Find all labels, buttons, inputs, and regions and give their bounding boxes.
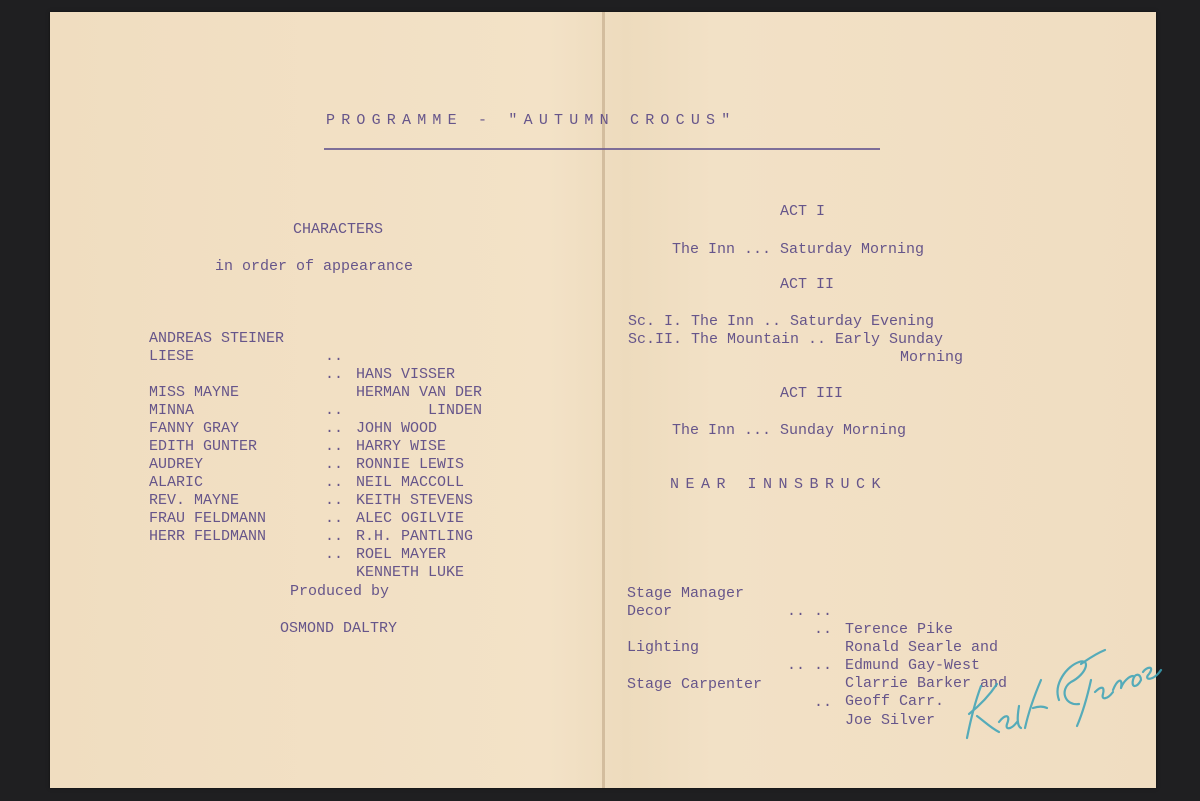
act2-scene2: Sc.II. The Mountain .. Early Sunday [628,331,944,348]
order-heading: in order of appearance [215,258,414,275]
setting-location: NEAR INNSBRUCK [670,476,888,493]
act2-heading: ACT II [780,276,835,293]
crew-leader-dots: .. [787,621,833,638]
crew-name: Edmund Gay-West [845,657,981,674]
cast-actor: JOHN WOOD [356,420,438,437]
programme-sheet [50,12,1156,788]
crew-name: Ronald Searle and [845,639,999,656]
cast-leader-dots: .. [325,474,344,491]
cast-role: FRAU FELDMANN [149,510,267,527]
crew-name: Geoff Carr. [845,693,945,710]
cast-role: HERR FELDMANN [149,528,267,545]
cast-leader-dots: .. [325,528,344,545]
cast-leader-dots: .. [325,438,344,455]
cast-actor: NEIL MACCOLL [356,474,465,491]
crew-role: Stage Manager [627,585,745,602]
cast-actor: HARRY WISE [356,438,447,455]
crew-role: Stage Carpenter [627,676,763,693]
cast-actor: LINDEN [356,402,483,419]
title-underline [324,148,880,150]
characters-heading: CHARACTERS [293,221,384,238]
cast-role: LIESE [149,348,195,365]
act2-scene1: Sc. I. The Inn .. Saturday Evening [628,313,935,330]
cast-leader-dots: .. [325,492,344,509]
cast-leader-dots: .. [325,546,344,563]
cast-leader-dots: .. [325,402,344,419]
cast-role: MISS MAYNE [149,384,240,401]
handwritten-signature [955,610,1175,760]
act3-scene: The Inn ... Sunday Morning [672,422,907,439]
act3-heading: ACT III [780,385,844,402]
cast-role: MINNA [149,402,195,419]
crew-leader-dots: .. [787,694,833,711]
cast-role: FANNY GRAY [149,420,240,437]
cast-leader-dots: .. [325,348,344,365]
producer-name: OSMOND DALTRY [280,620,398,637]
cast-leader-dots: .. [325,366,344,383]
act1-heading: ACT I [780,203,826,220]
cast-actor: KEITH STEVENS [356,492,474,509]
crew-role: Lighting [627,639,700,656]
crew-name: Joe Silver [845,712,936,729]
cast-role: AUDREY [149,456,204,473]
cast-actor: R.H. PANTLING [356,528,474,545]
programme-title: PROGRAMME - "AUTUMN CROCUS" [326,112,737,129]
cast-actor: RONNIE LEWIS [356,456,465,473]
cast-actor: ROEL MAYER [356,546,447,563]
crew-name: Terence Pike [845,621,954,638]
cast-role: EDITH GUNTER [149,438,258,455]
cast-role: ANDREAS STEINER [149,330,285,347]
cast-actor: HERMAN VAN DER [356,384,483,401]
crew-name: Clarrie Barker and [845,675,1008,692]
cast-actor: HANS VISSER [356,366,456,383]
cast-actor: ALEC OGILVIE [356,510,465,527]
cast-leader-dots: .. [325,420,344,437]
act1-scene: The Inn ... Saturday Morning [672,241,925,258]
cast-role: REV. MAYNE [149,492,240,509]
cast-leader-dots: .. [325,456,344,473]
cast-leader-dots: .. [325,510,344,527]
cast-actor: KENNETH LUKE [356,564,465,581]
crew-leader-dots: .. .. [787,657,833,674]
act2-scene2-continued: Morning [900,349,964,366]
produced-by-label: Produced by [290,583,390,600]
crew-leader-dots: .. .. [787,603,833,620]
crew-role: Decor [627,603,673,620]
cast-role: ALARIC [149,474,204,491]
